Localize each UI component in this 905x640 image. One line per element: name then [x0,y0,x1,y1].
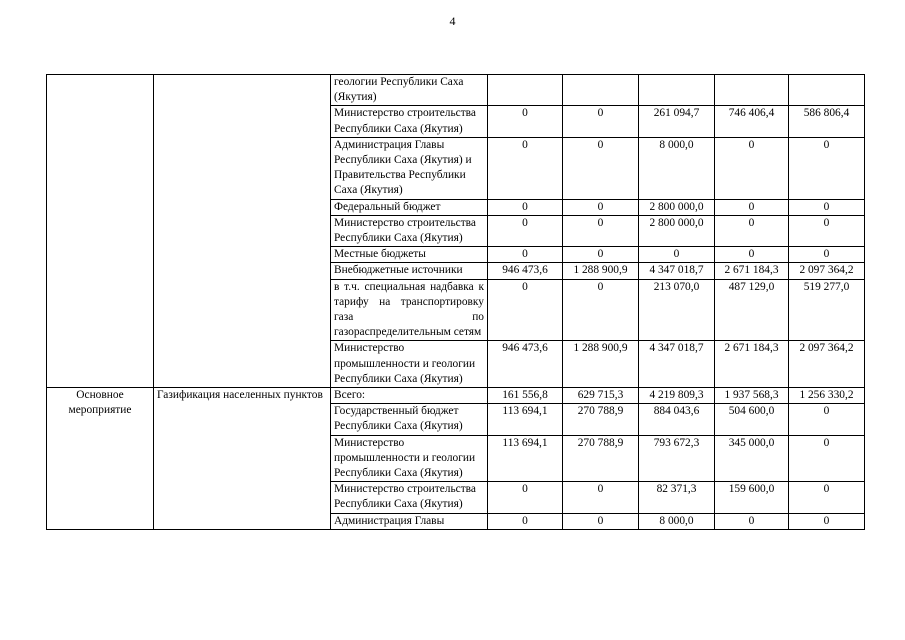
value-cell: 270 788,9 [563,404,639,435]
event-type-cell-continued [47,75,154,388]
value-cell: 0 [563,513,639,529]
value-cell: 946 473,6 [488,341,563,388]
value-cell: 159 600,0 [715,482,789,513]
funding-source-cell: Министерство строительства Республики Саха (Якутия) [331,106,488,137]
value-cell: 629 715,3 [563,388,639,404]
value-cell: 0 [789,247,865,263]
value-cell: 0 [563,106,639,137]
value-cell: 8 000,0 [639,137,715,199]
value-cell: 0 [789,404,865,435]
value-cell: 0 [488,137,563,199]
value-cell: 1 256 330,2 [789,388,865,404]
event-name-cell-continued [154,75,331,388]
value-cell: 0 [563,247,639,263]
value-cell: 746 406,4 [715,106,789,137]
funding-source-cell: Федеральный бюджет [331,199,488,215]
value-cell: 793 672,3 [639,435,715,482]
value-cell: 113 694,1 [488,435,563,482]
value-cell: 0 [563,215,639,246]
funding-source-cell: Министерство строительства Республики Саха (Якутия) [331,215,488,246]
value-cell: 2 800 000,0 [639,199,715,215]
value-cell: 586 806,4 [789,106,865,137]
value-cell: 0 [563,199,639,215]
value-cell: 0 [488,513,563,529]
funding-source-cell: Местные бюджеты [331,247,488,263]
event-name-cell: Газификация населенных пунктов [154,388,331,530]
value-cell: 1 288 900,9 [563,263,639,279]
value-cell: 0 [715,215,789,246]
value-cell: 2 097 364,2 [789,263,865,279]
value-cell: 0 [563,482,639,513]
value-cell: 0 [789,482,865,513]
value-cell: 213 070,0 [639,279,715,341]
funding-source-cell: Министерство строительства Республики Саха (Якутия) [331,482,488,513]
value-cell [715,75,789,106]
value-cell: 884 043,6 [639,404,715,435]
value-cell: 519 277,0 [789,279,865,341]
funding-source-cell: Администрация Главы [331,513,488,529]
value-cell: 0 [789,199,865,215]
value-cell: 0 [488,482,563,513]
value-cell: 4 347 018,7 [639,263,715,279]
value-cell: 0 [639,247,715,263]
value-cell: 0 [789,435,865,482]
value-cell [488,75,563,106]
value-cell: 345 000,0 [715,435,789,482]
value-cell: 504 600,0 [715,404,789,435]
value-cell: 161 556,8 [488,388,563,404]
value-cell: 113 694,1 [488,404,563,435]
funding-source-cell: Всего: [331,388,488,404]
value-cell: 2 097 364,2 [789,341,865,388]
funding-source-cell: Внебюджетные источники [331,263,488,279]
value-cell: 261 094,7 [639,106,715,137]
value-cell: 946 473,6 [488,263,563,279]
value-cell: 0 [488,247,563,263]
value-cell: 0 [715,247,789,263]
budget-table [46,74,865,530]
value-cell: 0 [789,513,865,529]
value-cell: 0 [789,137,865,199]
value-cell: 2 671 184,3 [715,263,789,279]
value-cell: 0 [789,215,865,246]
value-cell: 0 [488,106,563,137]
page-number: 4 [449,14,456,28]
table-row [47,75,865,106]
funding-source-cell: Государственный бюджет Республики Саха (Якутия) [331,404,488,435]
value-cell: 2 800 000,0 [639,215,715,246]
value-cell: 82 371,3 [639,482,715,513]
funding-source-cell: Администрация Главы Республики Саха (Якутия) и Правительства Республики Саха (Якутия) [331,137,488,199]
value-cell [639,75,715,106]
event-type-cell: Основное мероприятие [47,388,154,530]
value-cell: 1 288 900,9 [563,341,639,388]
value-cell: 0 [488,279,563,341]
value-cell: 0 [563,137,639,199]
funding-source-cell: Министерство промышленности и геологии Республики Саха (Якутия) [331,435,488,482]
value-cell: 0 [715,513,789,529]
value-cell: 0 [715,137,789,199]
value-cell: 487 129,0 [715,279,789,341]
value-cell: 0 [715,199,789,215]
funding-source-cell: геологии Республики Саха (Якутия) [331,75,488,106]
value-cell: 2 671 184,3 [715,341,789,388]
value-cell: 4 347 018,7 [639,341,715,388]
value-cell: 8 000,0 [639,513,715,529]
value-cell: 0 [563,279,639,341]
value-cell: 0 [488,199,563,215]
value-cell [563,75,639,106]
funding-source-cell: в т.ч. специальная надбавка к тарифу на транспортировку газа по газораспределительным сетям [331,279,488,341]
value-cell: 4 219 809,3 [639,388,715,404]
value-cell: 0 [488,215,563,246]
funding-source-cell: Министерство промышленности и геологии Республики Саха (Якутия) [331,341,488,388]
value-cell: 1 937 568,3 [715,388,789,404]
value-cell [789,75,865,106]
table-row [47,388,865,404]
value-cell: 270 788,9 [563,435,639,482]
